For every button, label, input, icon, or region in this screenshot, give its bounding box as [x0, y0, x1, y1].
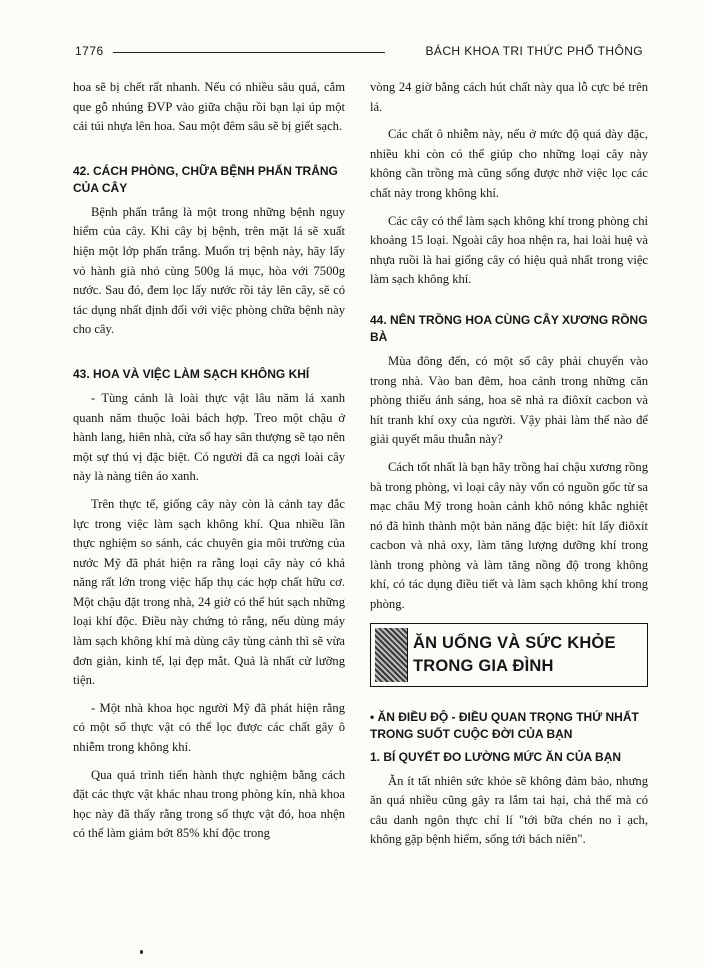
header-rule: [113, 52, 385, 53]
section-44-heading: 44. NÊN TRỒNG HOA CÙNG CÂY XƯƠNG RỒNG BÀ: [370, 312, 648, 344]
plants-count-paragraph: Các cây có thể làm sạch không khí trong phòng chỉ khoảng 15 loại. Ngoài cây hoa nhện ra, hai loài huệ và nhựa ruồi là hai giống cây có hiệu quả nhất trong việc làm sạch không khí.: [370, 213, 648, 287]
chapter-title-box: [370, 623, 648, 687]
page-header: [75, 44, 643, 60]
intro-paragraph: hoa sẽ bị chết rất nhanh. Nếu có nhiều sâu quá, cắm que gỗ nhúng ĐVP vào giữa chậu rồi bạn lại úp một cái túi nhựa lên hoa. Sau một đêm sâu sẽ bị giết sạch.: [73, 80, 345, 134]
print-speck: [140, 950, 143, 954]
page-number: 1776: [75, 44, 104, 58]
section-44-paragraph-2: Cách tốt nhất là bạn hãy trồng hai chậu xương rồng bà trong phòng, vì loại cây này vốn có nguồn gốc từ sa mạc châu Mỹ trong hoàn cảnh khô nóng khắc nghiệt nó đã hình thành một bản năng đặc biệt: hít lấy điôxít cacbon và nhả oxy, làm tăng lượng dưỡng khí trong lành trong phòng và làm tăng nồng độ trong không khí, có tác dụng điều tiết và làm sạch không khí trong phòng.: [370, 459, 648, 612]
section-43-paragraph-1: - Tùng cảnh là loài thực vật lâu năm lá xanh quanh năm thuộc loài bách hợp. Treo một chậu ở hành lang, hiên nhà, cửa sổ hay sân thượng sẽ tạo nên một sự thú vị đặc biệt. Có người đã ca ngợi loài cây này là nàng tiên áo xanh.: [73, 390, 345, 484]
section-43-heading: 43. HOA VÀ VIỆC LÀM SẠCH KHÔNG KHÍ: [73, 366, 310, 381]
section-43-paragraph-3: - Một nhà khoa học người Mỹ đã phát hiện rằng có một số thực vật có thể lọc được các chất gây ô nhiễm trong không khí.: [73, 700, 345, 755]
continued-paragraph: vòng 24 giờ bằng cách hút chất này qua lỗ cực bé trên lá.: [370, 80, 648, 114]
book-title: BÁCH KHOA TRI THỨC PHỔ THÔNG: [425, 44, 643, 58]
pollutant-paragraph: Các chất ô nhiễm này, nếu ở mức độ quá dày đặc, nhiều khi còn có thể giúp cho những loại cây này không cần trồng mà cũng sống được nhờ việc lọc các chất này trong không khí.: [370, 127, 648, 200]
section-44-paragraph-1: Mùa đông đến, có một số cây phải chuyển vào trong nhà. Vào ban đêm, hoa cảnh trong những căn phòng thiếu ánh sáng, hoa sẽ nhả ra điôxít cacbon và hít tranh khí oxy của người. Vậy phải làm thế nào để giải quyết mâu thuẫn này?: [370, 353, 648, 447]
right-column: [370, 78, 648, 958]
chapter-ornament-icon: [375, 628, 408, 682]
section-1-heading: 1. BÍ QUYẾT ĐO LƯỜNG MỨC ĂN CỦA BẠN: [370, 749, 622, 764]
section-42-paragraph: Bệnh phấn trắng là một trong những bệnh nguy hiểm của cây. Khi cây bị bệnh, trên mặt lá sẽ xuất hiện một lớp phấn trắng. Muốn trị bệnh này, hãy lấy vỏ hành già nhỏ cùng 500g lá mục, hòa với 7500g nước. Sau đó, đem lọc lấy nước rồi tảy lên cây, sẽ có tác dụng nhất định đối với việc phòng chữa bệnh này cho cây.: [73, 204, 345, 337]
section-43-paragraph-2: Trên thực tế, giống cây này còn là cảnh tay đắc lực trong việc làm sạch không khí. Qua nhiều lần thực nghiệm so sánh, các chuyên gia môi trường của nước Mỹ đã phát hiện ra rằng loại cây này có khả năng rất lớn trong việc hấp thụ các hợp chất hữu cơ. Một chậu đặt trong nhà, 24 giờ có thể hút sạch những loại khí độc. Điều này chứng tỏ rằng, nếu dùng máy làm sạch không khí mà dùng cây tùng cảnh thì sẽ vừa đơn giản, kinh tế, lại đẹp mắt. Quả là nhất cử lưỡng tiện.: [73, 496, 345, 688]
section-42-heading: 42. CÁCH PHÒNG, CHỮA BỆNH PHẤN TRẮNG CỦA CÂY: [73, 163, 338, 195]
chapter-title: ĂN UỐNG VÀ SỨC KHỎE TRONG GIA ĐÌNH: [413, 633, 616, 675]
section-43-paragraph-4: Qua quá trình tiến hành thực nghiệm bằng cách đặt các thực vật khác nhau trong phòng kín, nhà khoa học này đã thấy rằng trong số thực vật đó, hoa nhện có thể làm giảm bớt 85% khí độc trong: [73, 767, 345, 841]
left-column: [73, 78, 345, 958]
bullet-heading: • ĂN ĐIỀU ĐỘ - ĐIỀU QUAN TRỌNG THỨ NHẤT TRONG SUỐT CUỘC ĐỜI CỦA BẠN: [370, 709, 639, 741]
section-1-paragraph: Ăn ít tất nhiên sức khỏe sẽ không đảm bảo, nhưng ăn quá nhiều cũng gây ra lắm tai hại, chả thế mà có câu danh ngôn thực chỉ lí "tới bữa chén no ì ạch, không gặp bệnh hiểm, sống tới bách niên".: [370, 773, 648, 847]
